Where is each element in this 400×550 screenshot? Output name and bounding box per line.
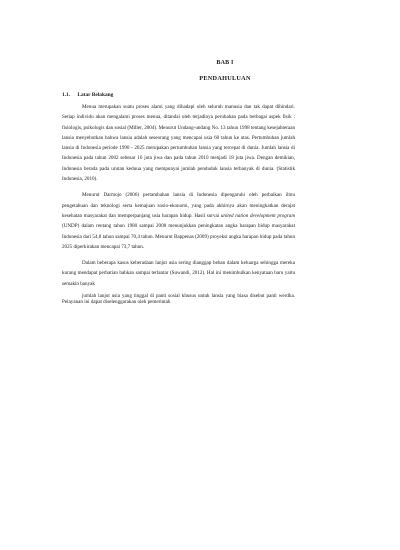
section-heading [62, 92, 113, 98]
paragraph: Menua merupakan suatu proses alami yang dihadapi oleh seluruh manusia dan tak dapat dihindari. Setiap individu akan mengalami proses menua, ditandai oleh terjadinya perubahan pada berbagai aspek fisik : fisiologis, psikologis dan sosial (Miller, 2004). Menurut Undang-undang No. 13 tahun 1998 tentang kesejahteraan lansia menyebutkan bahwa lansia adalah seseorang yang mencapai usia 60 tahun ke atas. Pertumbuhan jumlah lansia di Indonesia periode 1990 - 2025 merupakan pertumbuhan lansia yang tercepat di dunia. Jumlah lansia di Indonesia pada tahun 2002 sebesar 16 juta jiwa dan pada tahun 2010 menjadi 18 juta jiwa. Dengan demikian, Indonesia berada pada urutan keduua yang mempunyai jumlah penduduk lansia terbanyak di dunia. (Statistik Indonesia, 2010). [62, 104, 295, 183]
paragraph-text: (UNDP) dalam rentang tahun 1980 sampai 2008 menunjukkan peningkatan angka harapan hidup masyarakat Indonesia dari 54,8 tahun sampai 70,4 tahun. Menurut Bappenas (2009) proyeksi angka harapan hidup pada tahun 2025 diperkirakan mencapai 73,7 tahun. [62, 223, 295, 250]
body-text [62, 102, 295, 312]
section-number: 1.1. [62, 92, 71, 98]
chapter-title: PENDAHULUAN [199, 75, 251, 82]
paragraph-italic-term: united nation development program [220, 212, 295, 219]
chapter-number: BAB I [216, 60, 234, 66]
paragraph: Dalam beberapa kasus keberadaan lanjut usia sering dianggap beban dalam keluarga sehingga mereka kurang mendapat perhatian bahkan sampai terlantar (Suwandi, 2012). Hal ini menimbulkan kenyataan baru yaitu semakin banyak [62, 260, 295, 287]
section-title: Latar Belakang [77, 92, 114, 98]
paragraph [62, 190, 295, 252]
paragraph: jumlah lanjut usia yang tinggal di panti sosial khusus untuk lansia yang biasa disebut panti werdha. Pelayanan ini dapat diselenggarakan oleh pemerintah [62, 293, 295, 306]
paragraph-text: Menurut Darmojo (2006) pertambahan lansia di Indonesia dipengaruhi oleh perbaikan ilmu pengetahuan dan teknologi serta kemajuan sosio-ekonomi, yang pada akhirnya akan meningkatkan derajat kesehatan masyarakat dan memperpanjang usia harapan hidup. Hasil survai [62, 192, 295, 219]
